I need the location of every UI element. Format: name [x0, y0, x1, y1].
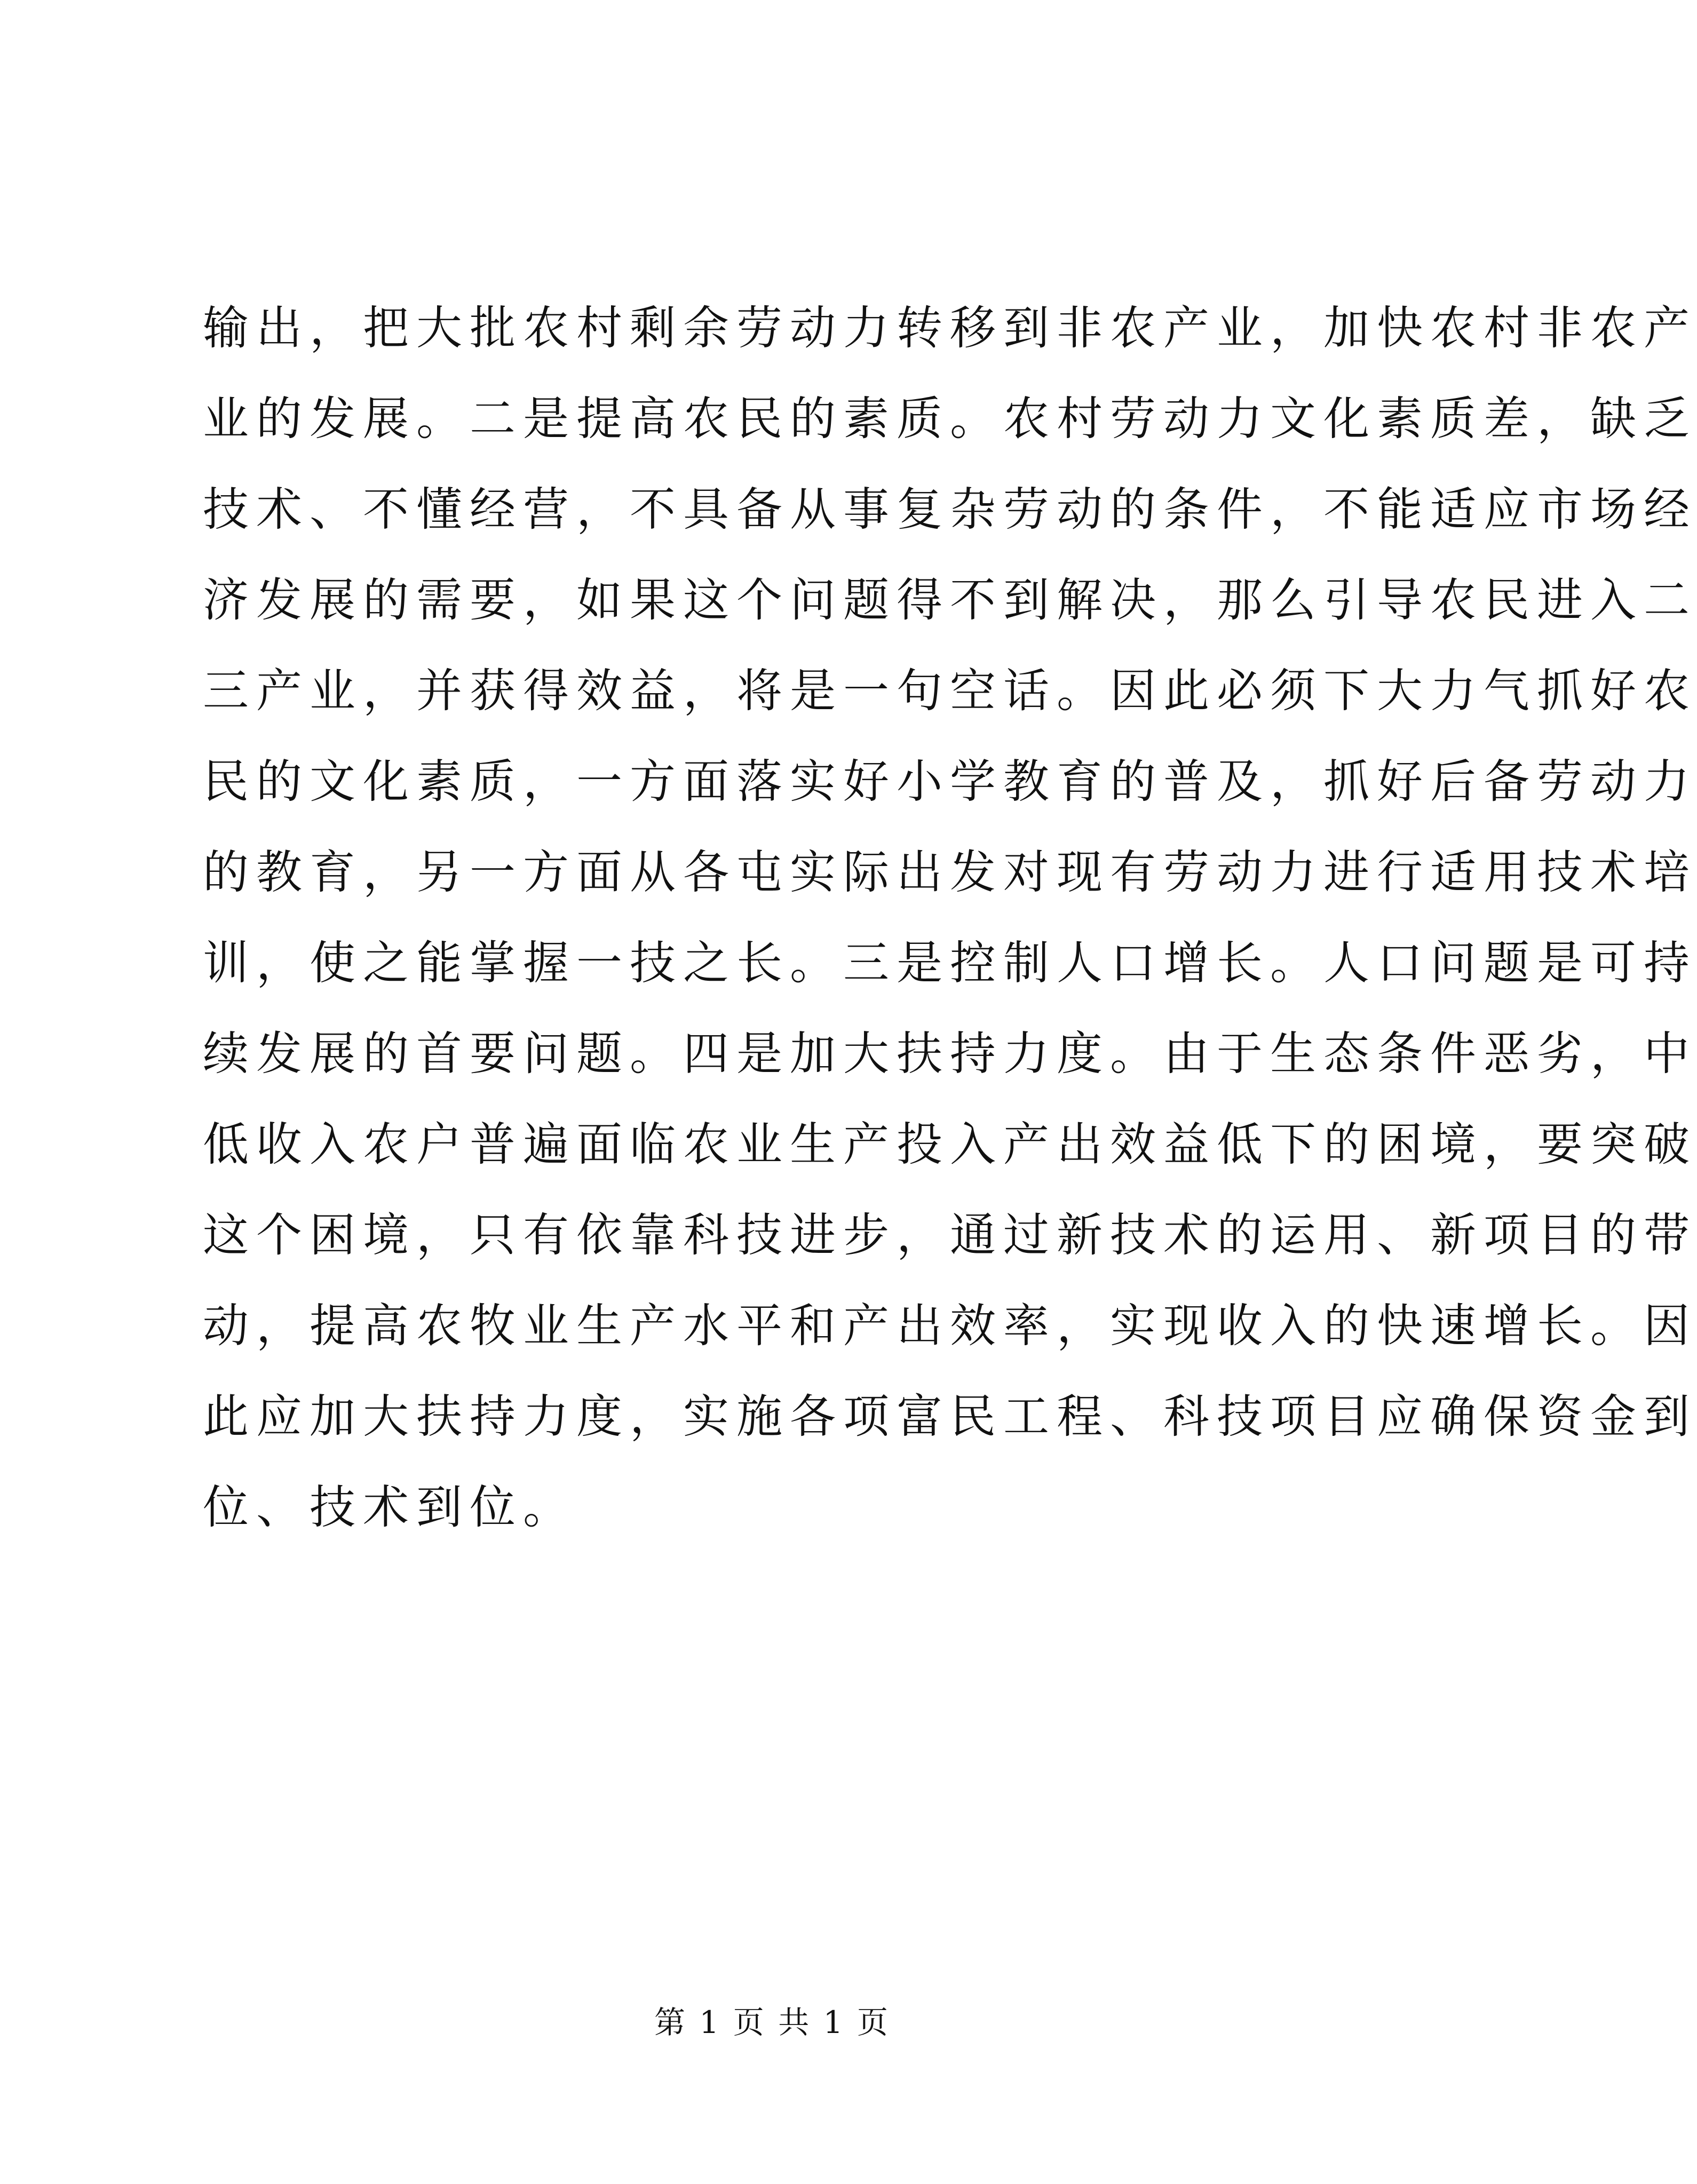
text-line: 续发展的首要问题。四是加大扶持力度。由于生态条件恶劣，中 [203, 1027, 1697, 1081]
text-line: 动，提高农牧业生产水平和产出效率，实现收入的快速增长。因 [203, 1299, 1697, 1353]
text-line: 技术、不懂经营，不具备从事复杂劳动的条件，不能适应市场经 [203, 483, 1697, 536]
text-line: 业的发展。二是提高农民的素质。农村劳动力文化素质差，缺乏 [203, 392, 1697, 446]
text-line: 低收入农户普遍面临农业生产投入产出效益低下的困境，要突破 [203, 1118, 1697, 1171]
text-line: 民的文化素质，一方面落实好小学教育的普及，抓好后备劳动力 [203, 755, 1697, 808]
text-line: 输出，把大批农村剩余劳动力转移到非农产业，加快农村非农产 [203, 301, 1697, 355]
text-line: 这个困境，只有依靠科技进步，通过新技术的运用、新项目的带 [203, 1209, 1697, 1262]
text-line: 训，使之能掌握一技之长。三是控制人口增长。人口问题是可持 [203, 936, 1697, 990]
text-line: 济发展的需要，如果这个问题得不到解决，那么引导农民进入二 [203, 574, 1697, 627]
text-line-last: 位、技术到位。 [203, 1481, 576, 1534]
text-line: 三产业，并获得效益，将是一句空话。因此必须下大力气抓好农 [203, 664, 1697, 718]
page-number-label: 第 1 页 共 1 页 [654, 2004, 890, 2040]
text-line: 的教育，另一方面从各屯实际出发对现有劳动力进行适用技术培 [203, 846, 1697, 899]
text-line: 此应加大扶持力度，实施各项富民工程、科技项目应确保资金到 [203, 1390, 1697, 1443]
page-footer [0, 2001, 1544, 2044]
body-paragraph [203, 283, 1697, 1553]
